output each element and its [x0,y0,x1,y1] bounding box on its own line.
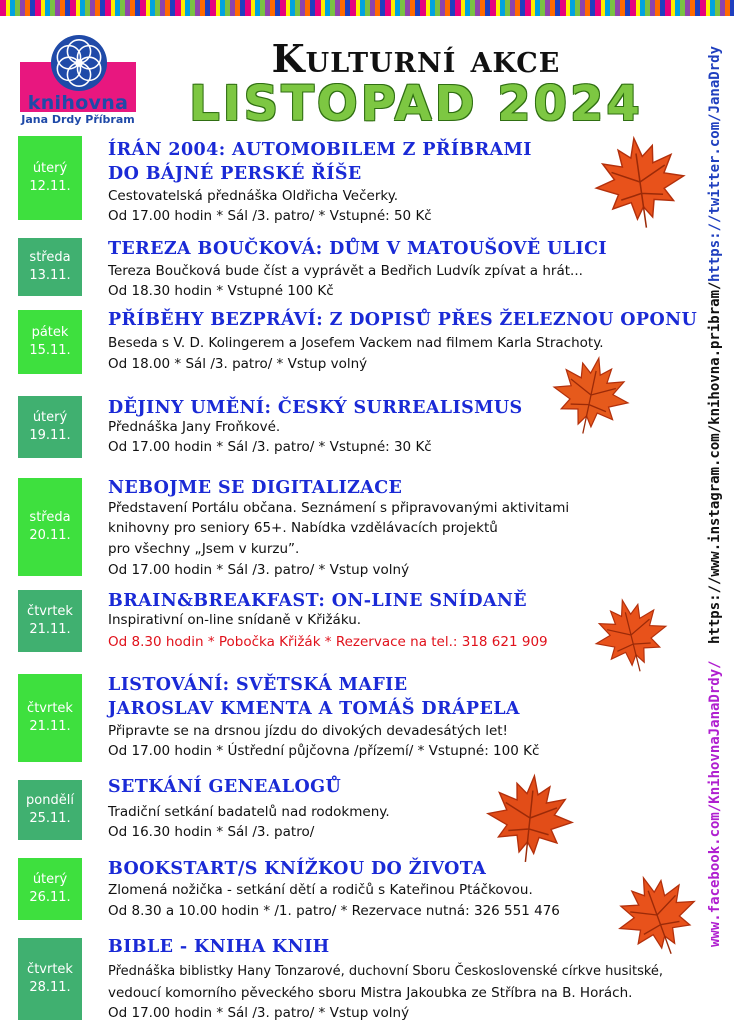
event-description: Cestovatelská přednáška Oldřicha Večerky. [108,188,399,204]
event-details: Od 18.00 * Sál /3. patro/ * Vstup volný [108,356,368,372]
event-description: Připravte se na drsnou jízdu do divokých devadesátých let! [108,723,508,739]
logo-wordmark: knihovna [27,92,129,114]
event-title: PŘÍBĚHY BEZPRÁVÍ: Z DOPISŮ PŘES ŽELEZNOU OPONU [108,310,698,330]
event-day: čtvrtek [27,701,73,717]
event-details: Od 17.00 hodin * Ústřední půjčovna /přízemí/ * Vstupné: 100 Kč [108,743,540,759]
event-details: Od 17.00 hodin * Sál /3. patro/ * Vstup volný [108,562,410,578]
event-description: Tradiční setkání badatelů nad rodokmeny. [108,804,390,820]
event-date: 21.11. [29,719,71,734]
event-details: Od 18.30 hodin * Vstupné 100 Kč [108,283,334,299]
event-title: DĚJINY UMĚNÍ: ČESKÝ SURREALISMUS [108,398,523,418]
event-title: BRAIN&BREAKFAST: ON-LINE SNÍDANĚ [108,591,528,611]
facebook-link[interactable]: www.facebook.com/KnihovnaJanaDrdy/ [707,660,723,947]
maple-leaf-icon [542,346,639,443]
maple-leaf-icon [586,128,694,236]
event-day: úterý [32,161,68,177]
page-title: Kulturní akce [271,36,561,81]
event-date: 21.11. [29,622,71,637]
event-details-reservation: Od 8.30 hodin * Pobočka Křižák * Rezervace na tel.: 318 621 909 [108,634,548,650]
event-description: pro všechny „Jsem v kurzu”. [108,541,300,557]
event-description: Představení Portálu občana. Seznámení s připravovanými aktivitami [108,500,570,516]
event-title: TEREZA BOUČKOVÁ: DŮM V MATOUŠOVĚ ULICI [108,239,608,259]
event-title: SETKÁNÍ GENEALOGŮ [108,777,342,797]
logo-subtitle: Jana Drdy Příbram [21,113,135,126]
page-subtitle-month: LISTOPAD 2024 [189,76,643,132]
event-date: 15.11. [29,343,71,358]
event-title: BOOKSTART/S KNÍŽKOU DO ŽIVOTA [108,859,487,879]
event-day: pondělí [26,793,74,809]
event-date-badge [18,478,82,576]
event-title: LISTOVÁNÍ: SVĚTSKÁ MAFIE [108,675,408,695]
event-date-badge [18,396,82,458]
event-day: čtvrtek [27,962,73,978]
event-title: JAROSLAV KMENTA A TOMÁŠ DRÁPELA [108,699,520,719]
event-date-badge [18,310,82,374]
event-description: Přednáška Jany Froňkové. [108,419,281,435]
event-date: 12.11. [29,179,71,194]
event-date-badge [18,590,82,652]
event-description: Zlomená nožička - setkání dětí a rodičů s Kateřinou Ptáčkovou. [108,882,533,898]
instagram-link[interactable]: https://www.instagram.com/knihovna.pribram/ [707,281,723,644]
event-description: Inspirativní on-line snídaně v Křižáku. [108,612,362,628]
event-day: úterý [32,410,68,426]
event-description: Přednáška biblistky Hany Tonzarové, duchovní Sboru Československé církve husitské, [108,964,664,979]
flower-logo-icon [50,34,108,92]
event-date: 28.11. [29,980,71,995]
event-day: středa [29,510,71,526]
event-date-badge [18,238,82,296]
event-date: 26.11. [29,890,71,905]
event-date-badge [18,938,82,1020]
twitter-link[interactable]: https://twitter.com/JanaDrdy [707,45,723,282]
maple-leaf-icon [479,767,580,868]
event-title: ÍRÁN 2004: AUTOMOBILEM Z PŘÍBRAMI [108,140,532,160]
event-day: pátek [31,325,69,341]
library-logo[interactable] [20,34,136,128]
event-date: 13.11. [29,268,71,283]
event-day: úterý [32,872,68,888]
event-description: knihovny pro seniory 65+. Nabídka vzdělávacích projektů [108,520,498,536]
event-description: Beseda s V. D. Kolingerem a Josefem Vackem nad filmem Karla Strachoty. [108,335,604,351]
event-date: 25.11. [29,811,71,826]
event-details: Od 17.00 hodin * Sál /3. patro/ * Vstupné: 50 Kč [108,208,432,224]
event-details: Od 17.00 hodin * Sál /3. patro/ * Vstup volný [108,1005,410,1021]
event-date-badge [18,858,82,920]
event-date: 20.11. [29,528,71,543]
event-description: vedoucí komorního pěveckého sboru Mistra Jakoubka ze Stříbra na B. Horách. [108,985,633,1001]
event-day: středa [29,250,71,266]
event-title: DO BÁJNÉ PERSKÉ ŘÍŠE [108,164,362,184]
event-date-badge [18,674,82,762]
event-day: čtvrtek [27,604,73,620]
event-description: Tereza Boučková bude číst a vyprávět a Bedřich Ludvík zpívat a hrát... [108,263,583,279]
event-date-badge [18,780,82,840]
event-details: Od 16.30 hodin * Sál /3. patro/ [108,824,315,840]
event-details: Od 8.30 a 10.00 hodin * /1. patro/ * Rezervace nutná: 326 551 476 [108,903,560,919]
event-date: 19.11. [29,428,71,443]
event-title: BIBLE - KNIHA KNIH [108,937,330,957]
event-date-badge [18,136,82,220]
event-title: NEBOJME SE DIGITALIZACE [108,478,403,498]
event-details: Od 17.00 hodin * Sál /3. patro/ * Vstupné: 30 Kč [108,439,432,455]
rainbow-stripe-border [0,0,734,16]
